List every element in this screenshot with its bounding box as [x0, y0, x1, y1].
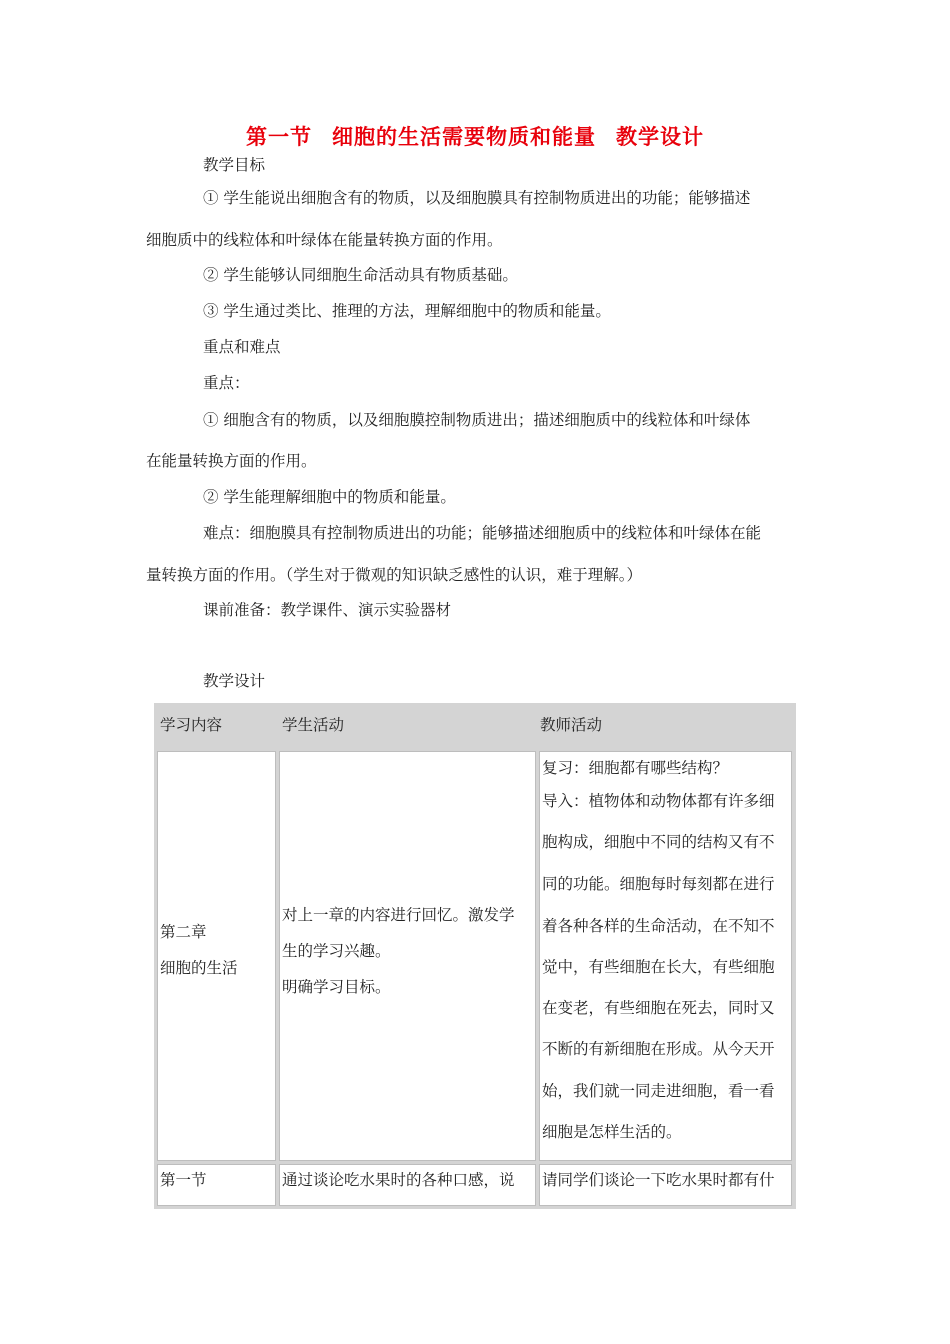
row1-teacher-line-4: 同的功能。细胞每时每刻都在进行 — [542, 875, 775, 893]
row1-student-line-2: 生的学习兴趣。 — [282, 942, 391, 960]
preparation: 课前准备：教学课件、演示实验器材 — [203, 601, 452, 619]
design-heading: 教学设计 — [203, 672, 266, 690]
objective-3: ③ 学生通过类比、推理的方法，理解细胞中的物质和能量。 — [203, 302, 611, 320]
teaching-design-table — [154, 703, 796, 1209]
row1-teacher-line-2: 导入：植物体和动物体都有许多细 — [542, 792, 775, 810]
row1-teacher-cell — [539, 751, 792, 1161]
row1-content-line-1: 第二章 — [160, 923, 207, 941]
row2-content-line-1: 第一节 — [160, 1171, 207, 1189]
objective-2: ② 学生能够认同细胞生命活动具有物质基础。 — [203, 266, 518, 284]
objective-1-line-1: ① 学生能说出细胞含有的物质，以及细胞膜具有控制物质进出的功能；能够描述 — [203, 189, 751, 207]
row2-student-line-1: 通过谈论吃水果时的各种口感，说 — [282, 1171, 515, 1189]
header-student: 学生活动 — [282, 716, 345, 734]
row2-teacher-line-1: 请同学们谈论一下吃水果时都有什 — [542, 1171, 775, 1189]
row1-content-line-2: 细胞的生活 — [160, 959, 238, 977]
table-header-row — [154, 703, 796, 748]
key-points-heading: 重点和难点 — [203, 338, 281, 356]
row1-teacher-line-10: 细胞是怎样生活的。 — [542, 1123, 682, 1141]
row2-content-cell — [157, 1164, 276, 1206]
row1-student-line-1: 对上一章的内容进行回忆。激发学 — [282, 906, 515, 924]
title-section: 第一节 — [246, 124, 312, 149]
row1-teacher-line-3: 胞构成，细胞中不同的结构又有不 — [542, 833, 775, 851]
difficulty-line-2: 量转换方面的作用。（学生对于微观的知识缺乏感性的认识，难于理解。） — [146, 566, 643, 584]
header-teacher: 教师活动 — [540, 716, 603, 734]
key-1-line-2: 在能量转换方面的作用。 — [146, 452, 317, 470]
row2-student-cell — [279, 1164, 536, 1206]
key-label: 重点： — [203, 374, 250, 392]
document-title — [0, 121, 950, 151]
row1-teacher-line-5: 着各种各样的生命活动，在不知不 — [542, 917, 775, 935]
difficulty-line-1: 难点：细胞膜具有控制物质进出的功能；能够描述细胞质中的线粒体和叶绿体在能 — [203, 524, 762, 542]
objective-1-line-2: 细胞质中的线粒体和叶绿体在能量转换方面的作用。 — [146, 231, 503, 249]
row1-content-cell — [157, 751, 276, 1161]
objectives-heading: 教学目标 — [203, 156, 266, 174]
key-1-line-1: ① 细胞含有的物质，以及细胞膜控制物质进出；描述细胞质中的线粒体和叶绿体 — [203, 411, 751, 429]
row1-teacher-line-1: 复习：细胞都有哪些结构？ — [542, 759, 729, 777]
key-2: ② 学生能理解细胞中的物质和能量。 — [203, 488, 456, 506]
row1-teacher-line-8: 不断的有新细胞在形成。从今天开 — [542, 1040, 775, 1058]
row1-teacher-line-7: 在变老，有些细胞在死去，同时又 — [542, 999, 775, 1017]
row1-student-line-3: 明确学习目标。 — [282, 978, 391, 996]
row2-teacher-cell — [539, 1164, 792, 1206]
row1-teacher-line-9: 始，我们就一同走进细胞，看一看 — [542, 1082, 775, 1100]
header-content: 学习内容 — [160, 716, 223, 734]
title-topic: 细胞的生活需要物质和能量 — [332, 124, 596, 149]
title-suffix: 教学设计 — [616, 124, 704, 149]
row1-student-cell — [279, 751, 536, 1161]
row1-teacher-line-6: 觉中，有些细胞在长大，有些细胞 — [542, 958, 775, 976]
